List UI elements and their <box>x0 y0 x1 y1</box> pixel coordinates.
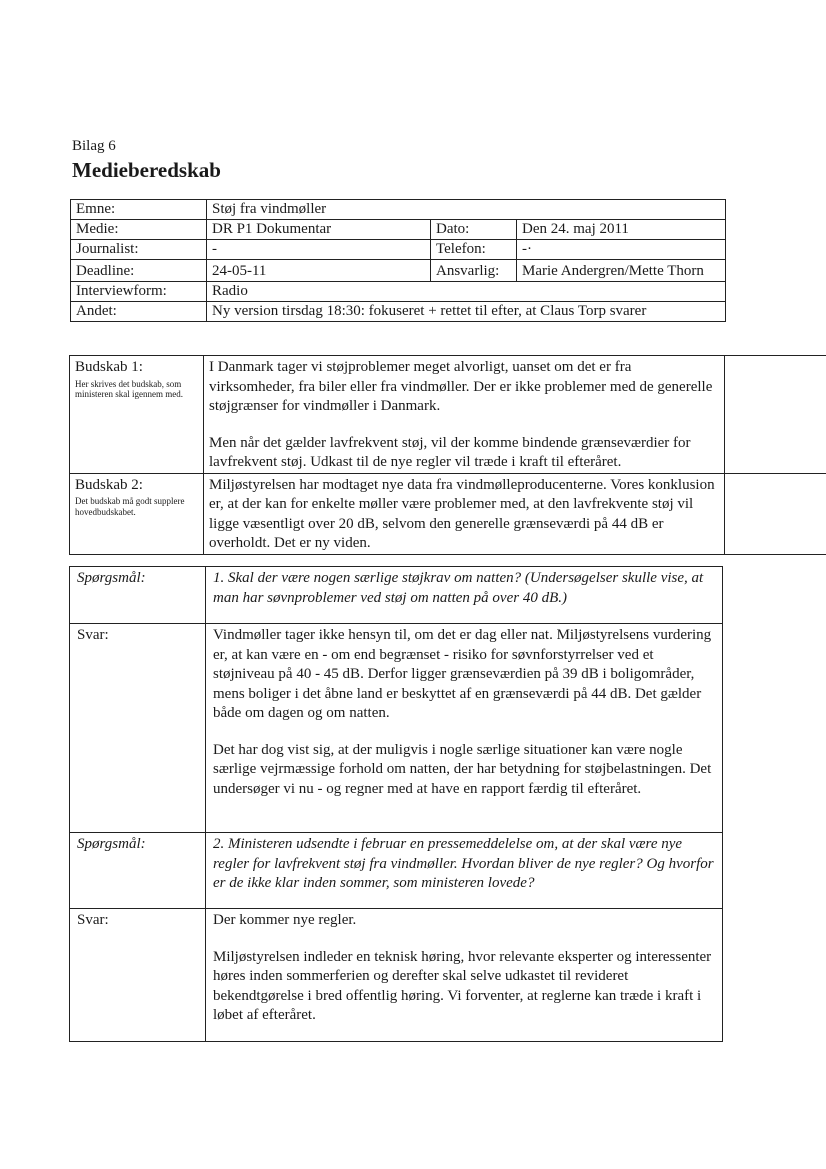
andet-value: Ny version tirsdag 18:30: fokuseret + rettet til efter, at Claus Torp svarer <box>207 302 726 322</box>
emne-value: Støj fra vindmøller <box>207 200 726 220</box>
answer-1-text-2: Det har dog vist sig, at der muligvis i nogle særlige situationer kan være nogle særlige vejrmæssige forhold om natten, der har betydning for støjbelastningen. Det undersøger vi nu - og regner med at have en rapport færdig til efteråret. <box>213 741 712 797</box>
budskab-1-label: Budskab 1: <box>75 359 143 375</box>
budskab-2-note: Det budskab må godt supplere hovedbudskabet. <box>75 496 185 517</box>
interviewform-value: Radio <box>207 282 726 302</box>
row-journalist <box>71 240 726 260</box>
answer-1-label: Svar: <box>70 624 206 833</box>
row-interviewform <box>71 282 726 302</box>
emne-label: Emne: <box>71 200 207 220</box>
row-andet <box>71 302 726 322</box>
deadline-label: Deadline: <box>71 260 207 282</box>
info-table <box>70 199 726 322</box>
qa-row-answer-1 <box>70 624 723 833</box>
budskab-row-1 <box>70 356 826 474</box>
telefon-value: -· <box>517 240 726 260</box>
question-2-label: Spørgsmål: <box>70 833 206 909</box>
dato-label: Dato: <box>431 220 517 240</box>
ansvarlig-label: Ansvarlig: <box>431 260 517 282</box>
answer-2-text-2: Miljøstyrelsen indleder en teknisk høring, hvor relevante eksperter og interessenter høres inden sommerferien og derefter skal selve udkastet til revideret bekendtgørelse i bred offentlig høring. Vi forventer, at reglerne kan træde i kraft i løbet af efteråret. <box>213 948 712 1023</box>
medie-value: DR P1 Dokumentar <box>207 220 431 240</box>
budskab-1-text-2: Men når det gælder lavfrekvent støj, vil der komme bindende grænseværdier for lavfrekvent støj. Udkast til de nye regler vil træde i kraft til efteråret. <box>209 434 691 470</box>
row-deadline <box>71 260 726 282</box>
row-medie <box>71 220 726 240</box>
appendix-label: Bilag 6 <box>72 138 116 154</box>
row-emne <box>71 200 726 220</box>
qa-row-question-1 <box>70 567 723 624</box>
budskab-2-text: Miljøstyrelsen har modtaget nye data fra vindmølleproducenterne. Vores konklusion er, at der kan for enkelte møller være problemer med, at den lavfrekvente støj vil ligge væsentligt over 20 dB, selvom den generelle grænseværdi på 44 dB er overholdt. Det er ny viden. <box>209 476 715 551</box>
budskab-1-note: Her skrives det budskab, som ministeren skal igennem med. <box>75 378 183 399</box>
page-title: Medieberedskab <box>72 158 221 182</box>
answer-2-label: Svar: <box>70 909 206 1042</box>
andet-label: Andet: <box>71 302 207 322</box>
answer-1-text: Vindmøller tager ikke hensyn til, om det er dag eller nat. Miljøstyrelsens vurdering er, at kan være en - om end begrænset - risiko for søvnforstyrrelser ved et støjniveau på 40 - 45 dB. Derfor ligger grænseværdien på 39 dB i boligområder, mens boliger i det åbne land er beskyttet af en grænseværdi på 44 dB. Det gælder både om dagen og om natten. <box>213 627 712 721</box>
question-1-text: 1. Skal der være nogen særlige støjkrav om natten? (Undersøgelser skulle vise, at man har søvnproblemer ved støj om natten på over 40 dB.) <box>206 567 723 624</box>
qa-table <box>69 566 723 1042</box>
dato-value: Den 24. maj 2011 <box>517 220 726 240</box>
qa-row-answer-2 <box>70 909 723 1042</box>
budskab-1-empty-cell <box>725 356 826 474</box>
budskab-1-text: I Danmark tager vi støjproblemer meget alvorligt, uanset om det er fra virksomheder, fra biler eller fra vindmøller. Der er ikke problemer med de generelle støjgrænser for vindmøller i Danmark. <box>209 359 713 414</box>
medie-label: Medie: <box>71 220 207 240</box>
question-2-text: 2. Ministeren udsendte i februar en pressemeddelelse om, at der skal være nye regler for lavfrekvent støj fra vindmøller. Hvordan bliver de nye regler? Og hvorfor er de ikke klar inden sommer, som ministeren lovede? <box>206 833 723 909</box>
deadline-value: 24-05-11 <box>207 260 431 282</box>
budskab-2-empty-cell <box>725 473 826 554</box>
telefon-label: Telefon: <box>431 240 517 260</box>
budskab-row-2 <box>70 473 826 554</box>
interviewform-label: Interviewform: <box>71 282 207 302</box>
budskab-2-label: Budskab 2: <box>75 476 143 493</box>
qa-row-question-2 <box>70 833 723 909</box>
messages-table <box>69 355 826 555</box>
question-1-label: Spørgsmål: <box>70 567 206 624</box>
journalist-value: - <box>207 240 431 260</box>
ansvarlig-value: Marie Andergren/Mette Thorn <box>517 260 726 282</box>
journalist-label: Journalist: <box>71 240 207 260</box>
answer-2-text: Der kommer nye regler. <box>213 912 357 928</box>
